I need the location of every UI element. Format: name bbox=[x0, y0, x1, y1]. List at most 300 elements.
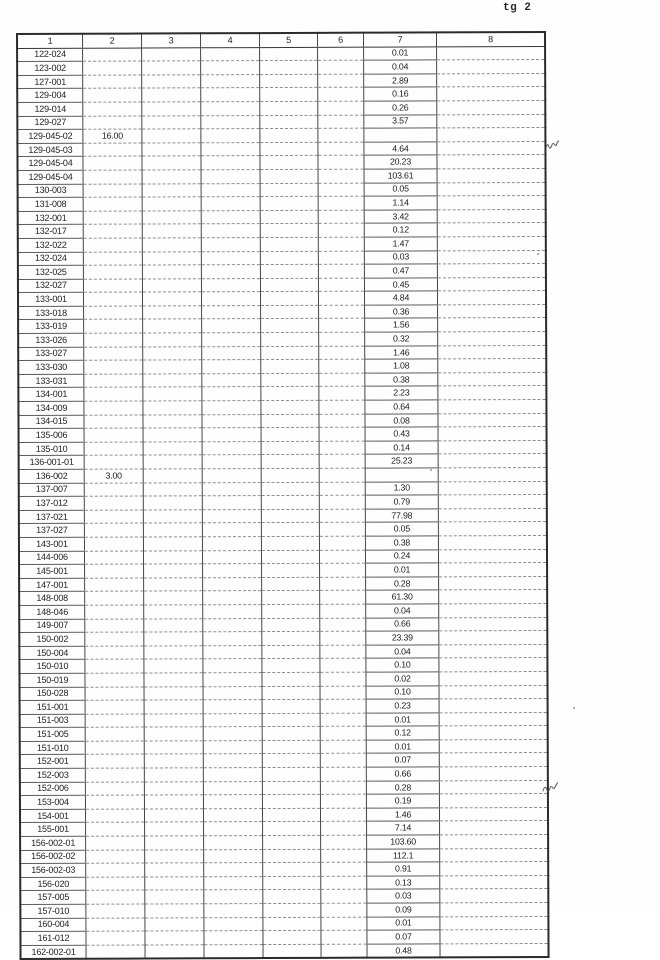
cell-empty bbox=[201, 183, 260, 197]
cell-col2-value bbox=[83, 61, 142, 75]
cell-empty bbox=[319, 319, 365, 333]
cell-empty bbox=[319, 468, 365, 482]
cell-empty bbox=[320, 645, 366, 659]
cell-id: 150-002 bbox=[19, 632, 85, 646]
cell-empty bbox=[262, 699, 320, 713]
cell-empty bbox=[319, 482, 365, 496]
cell-col2-value bbox=[84, 387, 143, 401]
cell-empty bbox=[319, 427, 365, 441]
column-header: 7 bbox=[364, 32, 437, 46]
cell-empty bbox=[319, 400, 365, 414]
handwritten-mark-icon bbox=[544, 138, 562, 153]
cell-empty bbox=[261, 523, 319, 537]
cell-empty bbox=[319, 414, 365, 428]
cell-col2-value bbox=[84, 496, 143, 510]
cell-col2-value bbox=[85, 646, 144, 660]
cell-col7-value: 0.05 bbox=[364, 182, 437, 196]
cell-empty bbox=[204, 931, 263, 945]
cell-id: 157-005 bbox=[20, 891, 86, 905]
cell-id: 136-002 bbox=[19, 469, 85, 483]
cell-empty bbox=[202, 319, 261, 333]
cell-empty bbox=[143, 360, 202, 374]
cell-empty bbox=[143, 346, 202, 360]
cell-col7-value: 0.08 bbox=[365, 414, 438, 428]
cell-col7-value: 0.07 bbox=[366, 753, 439, 767]
cell-empty bbox=[261, 496, 319, 510]
cell-empty bbox=[202, 401, 261, 415]
cell-col7-value: 0.66 bbox=[366, 767, 439, 781]
cell-id: 151-010 bbox=[20, 741, 86, 755]
cell-empty bbox=[263, 931, 321, 945]
cell-col7-value: 0.14 bbox=[365, 441, 438, 455]
cell-col2-value bbox=[86, 863, 145, 877]
cell-empty bbox=[204, 836, 263, 850]
cell-empty bbox=[260, 115, 318, 129]
cell-id: 130-003 bbox=[18, 184, 84, 198]
cell-empty bbox=[438, 508, 547, 522]
cell-col7-value: 1.46 bbox=[365, 346, 438, 360]
cell-col2-value bbox=[85, 782, 144, 796]
cell-empty bbox=[318, 291, 364, 305]
cell-id: 129-014 bbox=[17, 102, 83, 116]
cell-empty bbox=[203, 727, 262, 741]
cell-empty bbox=[145, 945, 204, 959]
cell-col2-value bbox=[84, 428, 143, 442]
cell-col2-value bbox=[83, 224, 142, 238]
table-row bbox=[21, 943, 549, 959]
cell-col2-value bbox=[84, 455, 143, 469]
cell-empty bbox=[439, 767, 548, 781]
cell-col2-value bbox=[84, 483, 143, 497]
cell-empty bbox=[260, 169, 318, 183]
cell-empty bbox=[204, 849, 263, 863]
cell-empty bbox=[145, 822, 204, 836]
cell-empty bbox=[262, 713, 320, 727]
cell-id: 134-001 bbox=[18, 388, 84, 402]
cell-col7-value: 103.61 bbox=[364, 169, 437, 183]
cell-empty bbox=[201, 251, 260, 265]
cell-empty bbox=[439, 658, 548, 672]
page-label: tg 2 bbox=[503, 2, 532, 14]
cell-empty bbox=[203, 577, 262, 591]
cell-id: 154-001 bbox=[20, 809, 86, 823]
cell-empty bbox=[144, 795, 203, 809]
scan-speckle bbox=[537, 253, 539, 255]
cell-empty bbox=[262, 604, 320, 618]
cell-empty bbox=[439, 753, 548, 767]
cell-empty bbox=[142, 143, 201, 157]
cell-col2-value bbox=[85, 727, 144, 741]
cell-col7-value: 0.24 bbox=[365, 549, 438, 563]
cell-empty bbox=[143, 333, 202, 347]
cell-col7-value: 0.04 bbox=[364, 60, 437, 74]
cell-id: 134-015 bbox=[18, 415, 84, 429]
cell-empty bbox=[437, 155, 546, 169]
cell-empty bbox=[263, 917, 321, 931]
cell-empty bbox=[142, 211, 201, 225]
cell-empty bbox=[437, 60, 546, 74]
cell-empty bbox=[439, 712, 548, 726]
cell-id: 134-009 bbox=[18, 401, 84, 415]
cell-empty bbox=[438, 372, 547, 386]
cell-empty bbox=[144, 727, 203, 741]
cell-id: 137-012 bbox=[19, 496, 85, 510]
cell-empty bbox=[439, 780, 548, 794]
cell-col7-value: 0.19 bbox=[366, 794, 439, 808]
table-body bbox=[17, 46, 548, 959]
cell-empty bbox=[439, 807, 548, 821]
cell-empty bbox=[439, 590, 548, 604]
cell-id: 151-001 bbox=[20, 700, 86, 714]
cell-empty bbox=[437, 236, 546, 250]
cell-col7-value: 3.57 bbox=[364, 114, 437, 128]
cell-empty bbox=[440, 862, 549, 876]
cell-empty bbox=[142, 156, 201, 170]
cell-empty bbox=[203, 700, 262, 714]
cell-empty bbox=[438, 318, 547, 332]
cell-empty bbox=[260, 88, 318, 102]
cell-id: 150-028 bbox=[20, 687, 86, 701]
cell-col7-value: 0.23 bbox=[366, 699, 439, 713]
cell-empty bbox=[142, 102, 201, 116]
cell-col2-value bbox=[83, 116, 142, 130]
cell-empty bbox=[204, 944, 263, 958]
cell-empty bbox=[144, 686, 203, 700]
cell-empty bbox=[145, 849, 204, 863]
cell-empty bbox=[144, 700, 203, 714]
cell-col2-value bbox=[84, 537, 143, 551]
cell-empty bbox=[262, 591, 320, 605]
cell-empty bbox=[440, 930, 549, 944]
cell-empty bbox=[319, 305, 365, 319]
cell-empty bbox=[201, 74, 260, 88]
cell-empty bbox=[261, 441, 319, 455]
cell-empty bbox=[318, 264, 364, 278]
cell-empty bbox=[201, 170, 260, 184]
cell-empty bbox=[262, 740, 320, 754]
cell-id: 137-027 bbox=[19, 524, 85, 538]
cell-col2-value bbox=[83, 292, 142, 306]
cell-empty bbox=[320, 713, 366, 727]
cell-col7-value: 0.28 bbox=[366, 781, 439, 795]
cell-empty bbox=[201, 61, 260, 75]
cell-empty bbox=[261, 346, 319, 360]
cell-empty bbox=[145, 836, 204, 850]
cell-id: 148-008 bbox=[19, 592, 85, 606]
cell-empty bbox=[318, 128, 364, 142]
cell-empty bbox=[440, 821, 549, 835]
cell-col2-value bbox=[83, 170, 142, 184]
cell-empty bbox=[318, 88, 364, 102]
cell-empty bbox=[144, 659, 203, 673]
cell-empty bbox=[142, 61, 201, 75]
cell-empty bbox=[263, 835, 321, 849]
cell-id: 133-018 bbox=[18, 306, 84, 320]
cell-id: 162-002-01 bbox=[21, 945, 87, 959]
cell-col2-value bbox=[86, 918, 145, 932]
cell-empty bbox=[439, 617, 548, 631]
cell-col2-value bbox=[85, 619, 144, 633]
cell-empty bbox=[144, 564, 203, 578]
cell-empty bbox=[260, 74, 318, 88]
cell-empty bbox=[204, 890, 263, 904]
cell-id: 133-019 bbox=[18, 320, 84, 334]
cell-empty bbox=[318, 101, 364, 115]
cell-empty bbox=[438, 481, 547, 495]
cell-empty bbox=[260, 47, 318, 61]
cell-empty bbox=[318, 74, 364, 88]
cell-empty bbox=[438, 467, 547, 481]
cell-empty bbox=[143, 455, 202, 469]
cell-col2-value bbox=[84, 319, 143, 333]
cell-empty bbox=[201, 115, 260, 129]
cell-empty bbox=[437, 128, 546, 142]
cell-empty bbox=[145, 877, 204, 891]
cell-col2-value bbox=[86, 931, 145, 945]
cell-id: 152-001 bbox=[20, 755, 86, 769]
cell-empty bbox=[437, 223, 546, 237]
cell-empty bbox=[145, 890, 204, 904]
cell-empty bbox=[260, 156, 318, 170]
cell-col2-value bbox=[85, 578, 144, 592]
cell-empty bbox=[437, 100, 546, 114]
cell-empty bbox=[320, 781, 366, 795]
cell-empty bbox=[142, 251, 201, 265]
cell-empty bbox=[262, 672, 320, 686]
cell-col2-value bbox=[84, 442, 143, 456]
cell-empty bbox=[260, 292, 318, 306]
cell-empty bbox=[321, 862, 367, 876]
cell-empty bbox=[437, 141, 546, 155]
cell-empty bbox=[263, 876, 321, 890]
cell-empty bbox=[202, 550, 261, 564]
cell-empty bbox=[203, 591, 262, 605]
cell-empty bbox=[201, 47, 260, 61]
cell-id: 132-024 bbox=[18, 252, 84, 266]
cell-col7-value: 0.38 bbox=[365, 536, 438, 550]
cell-empty bbox=[143, 510, 202, 524]
cell-empty bbox=[143, 319, 202, 333]
cell-empty bbox=[320, 686, 366, 700]
cell-col2-value: 16.00 bbox=[83, 129, 142, 143]
cell-empty bbox=[438, 399, 547, 413]
cell-empty bbox=[320, 591, 366, 605]
cell-col2-value bbox=[85, 768, 144, 782]
cell-empty bbox=[142, 115, 201, 129]
cell-col2-value bbox=[86, 877, 145, 891]
cell-empty bbox=[143, 401, 202, 415]
column-header: 6 bbox=[318, 33, 364, 47]
cell-empty bbox=[318, 183, 364, 197]
cell-empty bbox=[261, 387, 319, 401]
cell-col7-value bbox=[364, 128, 437, 142]
cell-empty bbox=[144, 605, 203, 619]
cell-empty bbox=[202, 360, 261, 374]
cell-col7-value: 1.30 bbox=[365, 481, 438, 495]
cell-col2-value bbox=[85, 700, 144, 714]
cell-empty bbox=[203, 740, 262, 754]
cell-id: 152-003 bbox=[20, 768, 86, 782]
cell-empty bbox=[262, 618, 320, 632]
cell-id: 133-027 bbox=[18, 347, 84, 361]
cell-empty bbox=[319, 387, 365, 401]
cell-empty bbox=[142, 224, 201, 238]
cell-empty bbox=[202, 428, 261, 442]
cell-empty bbox=[145, 863, 204, 877]
cell-col7-value: 1.47 bbox=[364, 237, 437, 251]
cell-col2-value bbox=[85, 673, 144, 687]
cell-id: 129-027 bbox=[17, 116, 83, 130]
cell-empty bbox=[260, 101, 318, 115]
cell-empty bbox=[262, 808, 320, 822]
cell-empty bbox=[437, 73, 546, 87]
cell-empty bbox=[438, 535, 547, 549]
cell-empty bbox=[144, 781, 203, 795]
cell-empty bbox=[260, 183, 318, 197]
cell-empty bbox=[261, 509, 319, 523]
cell-empty bbox=[144, 632, 203, 646]
cell-col2-value bbox=[86, 945, 145, 959]
cell-col7-value: 4.64 bbox=[364, 142, 437, 156]
cell-empty bbox=[262, 781, 320, 795]
cell-empty bbox=[262, 659, 320, 673]
cell-empty bbox=[262, 754, 320, 768]
cell-empty bbox=[321, 849, 367, 863]
cell-empty bbox=[262, 767, 320, 781]
cell-empty bbox=[260, 128, 318, 142]
cell-col2-value bbox=[83, 143, 142, 157]
column-header: 1 bbox=[17, 34, 83, 48]
cell-id: 156-020 bbox=[20, 877, 86, 891]
cell-col7-value: 0.12 bbox=[364, 223, 437, 237]
cell-empty bbox=[318, 47, 364, 61]
cell-empty bbox=[318, 278, 364, 292]
cell-empty bbox=[144, 809, 203, 823]
cell-empty bbox=[201, 197, 260, 211]
cell-empty bbox=[321, 890, 367, 904]
cell-col7-value: 0.12 bbox=[366, 726, 439, 740]
cell-empty bbox=[318, 142, 364, 156]
cell-empty bbox=[439, 671, 548, 685]
cell-col2-value bbox=[83, 238, 142, 252]
cell-col7-value: 0.10 bbox=[366, 685, 439, 699]
cell-empty bbox=[144, 741, 203, 755]
cell-id: 152-006 bbox=[20, 782, 86, 796]
cell-col2-value bbox=[84, 510, 143, 524]
cell-col7-value: 2.23 bbox=[365, 386, 438, 400]
cell-id: 129-045-04 bbox=[17, 157, 83, 171]
cell-col2-value bbox=[85, 591, 144, 605]
cell-empty bbox=[203, 604, 262, 618]
cell-empty bbox=[439, 699, 548, 713]
cell-empty bbox=[260, 237, 318, 251]
cell-empty bbox=[142, 238, 201, 252]
cell-empty bbox=[260, 251, 318, 265]
cell-col2-value bbox=[84, 306, 143, 320]
cell-empty bbox=[203, 781, 262, 795]
cell-empty bbox=[263, 944, 321, 958]
cell-empty bbox=[261, 373, 319, 387]
cell-empty bbox=[260, 278, 318, 292]
cell-empty bbox=[142, 170, 201, 184]
cell-col7-value: 0.09 bbox=[367, 903, 440, 917]
cell-empty bbox=[203, 686, 262, 700]
cell-id: 132-001 bbox=[18, 211, 84, 225]
cell-empty bbox=[261, 482, 319, 496]
cell-empty bbox=[203, 564, 262, 578]
cell-empty bbox=[143, 496, 202, 510]
cell-id: 149-007 bbox=[19, 619, 85, 633]
cell-col7-value: 0.26 bbox=[364, 101, 437, 115]
cell-empty bbox=[143, 414, 202, 428]
cell-col2-value bbox=[84, 347, 143, 361]
column-header: 4 bbox=[201, 33, 260, 47]
cell-empty bbox=[437, 264, 546, 278]
cell-empty bbox=[320, 794, 366, 808]
cell-empty bbox=[201, 210, 260, 224]
cell-col7-value: 0.04 bbox=[366, 645, 439, 659]
cell-empty bbox=[321, 944, 367, 958]
cell-empty bbox=[437, 182, 546, 196]
cell-empty bbox=[144, 673, 203, 687]
cell-empty bbox=[438, 332, 547, 346]
cell-empty bbox=[439, 563, 548, 577]
cell-empty bbox=[261, 414, 319, 428]
cell-empty bbox=[201, 278, 260, 292]
cell-id: 122-024 bbox=[17, 48, 83, 62]
cell-empty bbox=[319, 332, 365, 346]
cell-empty bbox=[437, 168, 546, 182]
cell-col2-value bbox=[84, 551, 143, 565]
cell-empty bbox=[201, 224, 260, 238]
cell-empty bbox=[202, 346, 261, 360]
cell-col7-value: 77.98 bbox=[365, 509, 438, 523]
cell-col7-value: 0.47 bbox=[364, 264, 437, 278]
cell-col7-value: 1.46 bbox=[366, 808, 439, 822]
cell-empty bbox=[321, 835, 367, 849]
cell-empty bbox=[202, 333, 261, 347]
cell-id: 129-045-03 bbox=[17, 143, 83, 157]
cell-empty bbox=[437, 291, 546, 305]
cell-empty bbox=[320, 577, 366, 591]
cell-col2-value bbox=[85, 754, 144, 768]
cell-empty bbox=[145, 904, 204, 918]
cell-col2-value bbox=[86, 890, 145, 904]
cell-empty bbox=[261, 536, 319, 550]
cell-id: 151-005 bbox=[20, 728, 86, 742]
cell-col2-value bbox=[86, 850, 145, 864]
cell-col2-value bbox=[83, 88, 142, 102]
cell-empty bbox=[440, 848, 549, 862]
column-header: 2 bbox=[83, 34, 142, 48]
cell-col2-value bbox=[83, 265, 142, 279]
cell-empty bbox=[319, 373, 365, 387]
handwritten-mark-icon bbox=[541, 780, 561, 796]
cell-empty bbox=[260, 210, 318, 224]
cell-empty bbox=[318, 251, 364, 265]
cell-empty bbox=[319, 550, 365, 564]
cell-col7-value: 0.05 bbox=[365, 522, 438, 536]
cell-id: 132-017 bbox=[18, 225, 84, 239]
cell-id: 132-025 bbox=[18, 265, 84, 279]
cell-empty bbox=[319, 509, 365, 523]
cell-id: 155-001 bbox=[20, 823, 86, 837]
cell-col7-value: 25.23 bbox=[365, 454, 438, 468]
cell-id: 129-045-02 bbox=[17, 129, 83, 143]
cell-empty bbox=[320, 563, 366, 577]
cell-id: 136-001-01 bbox=[19, 456, 85, 470]
cell-col7-value: 0.43 bbox=[365, 427, 438, 441]
